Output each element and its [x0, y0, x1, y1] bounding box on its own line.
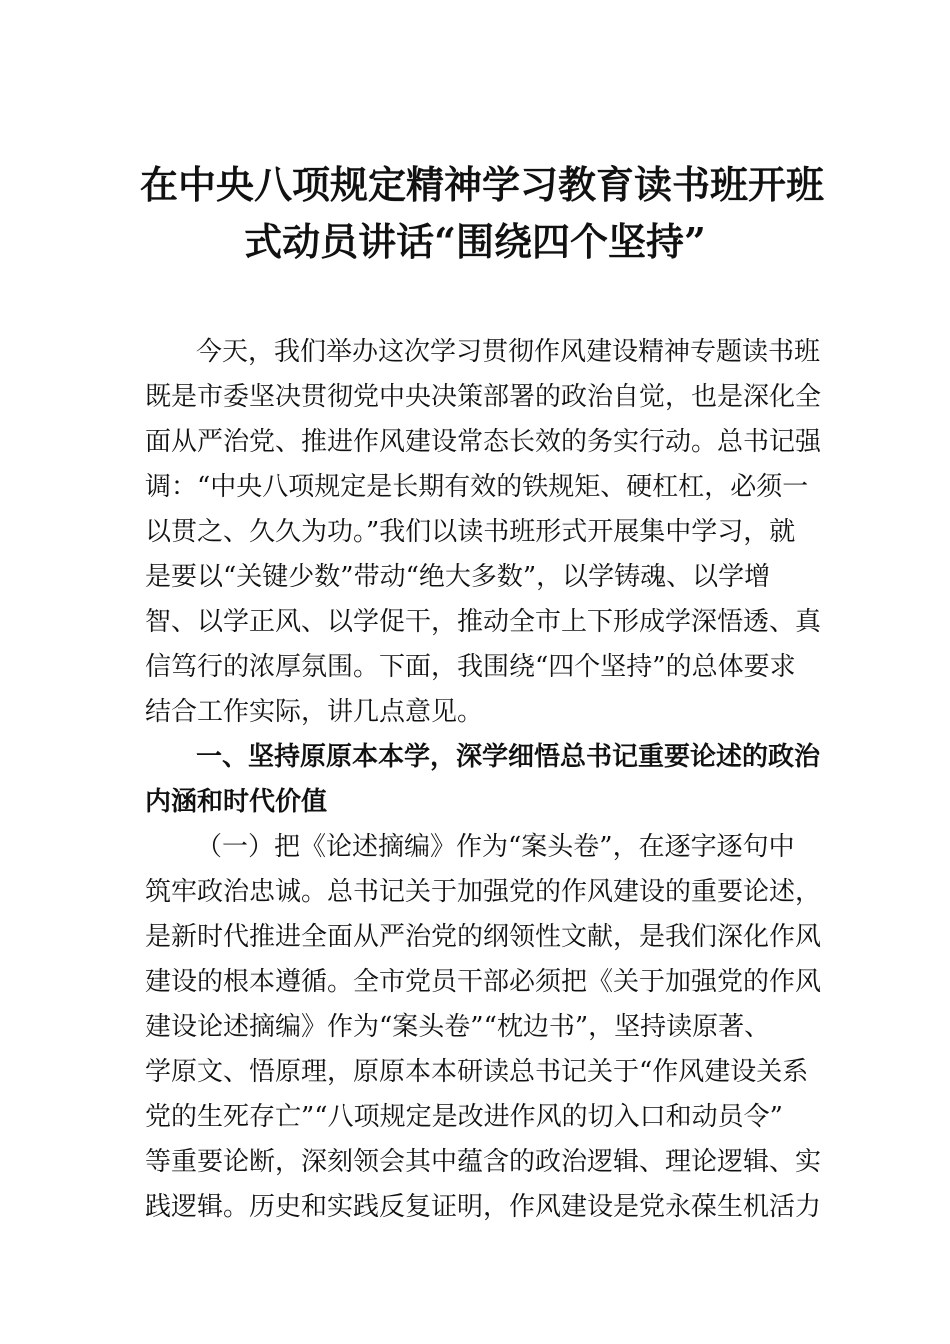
intro-line-6: 是要以“关键少数”带动“绝大多数”，以学铸魂、以学增 — [145, 562, 771, 592]
intro-line-8: 信笃行的浓厚氛围。下面，我围绕“四个坚持”的总体要求 — [145, 652, 796, 682]
section-body-line-7: 党的生死存亡”“八项规定是改进作风的切入口和动员令” — [145, 1102, 783, 1132]
intro-line-3: 面从严治党、推进作风建设常态长效的务实行动。总书记强 — [145, 427, 822, 457]
document-title-line-1: 在中央八项规定精神学习教育读书班开班 — [140, 162, 825, 207]
section-body-line-8: 等重要论断，深刻领会其中蕴含的政治逻辑、理论逻辑、实 — [145, 1147, 822, 1177]
intro-line-1: 今天，我们举办这次学习贯彻作风建设精神专题读书班 — [196, 337, 821, 367]
section-body-line-6: 学原文、悟原理，原原本本研读总书记关于“作风建设关系 — [145, 1057, 809, 1087]
section-body-line-3: 是新时代推进全面从严治党的纲领性文献，是我们深化作风 — [145, 922, 822, 952]
document-title-line-2: 式动员讲话“围绕四个坚持” — [244, 219, 706, 264]
section-body-line-9: 践逻辑。历史和实践反复证明，作风建设是党永葆生机活力 — [145, 1192, 822, 1222]
section-heading-line-2: 内涵和时代价值 — [145, 787, 328, 817]
section-body-line-2: 筑牢政治忠诚。总书记关于加强党的作风建设的重要论述， — [145, 877, 822, 907]
section-body-line-1: （一）把《论述摘编》作为“案头卷”，在逐字逐句中 — [196, 832, 795, 862]
intro-line-7: 智、以学正风、以学促干，推动全市上下形成学深悟透、真 — [145, 607, 822, 637]
intro-line-2: 既是市委坚决贯彻党中央决策部署的政治自觉，也是深化全 — [145, 382, 822, 412]
intro-line-4: 调：“中央八项规定是长期有效的铁规矩、硬杠杠，必须一 — [145, 472, 809, 502]
section-body-line-4: 建设的根本遵循。全市党员干部必须把《关于加强党的作风 — [145, 967, 822, 997]
intro-line-9: 结合工作实际，讲几点意见。 — [145, 697, 484, 727]
section-heading-line-1: 一、坚持原原本本学，深学细悟总书记重要论述的政治 — [196, 742, 821, 772]
intro-line-5: 以贯之、久久为功。”我们以读书班形式开展集中学习，就 — [145, 517, 796, 547]
section-body-line-5: 建设论述摘编》作为“案头卷”“枕边书”，坚持读原著、 — [145, 1012, 771, 1042]
